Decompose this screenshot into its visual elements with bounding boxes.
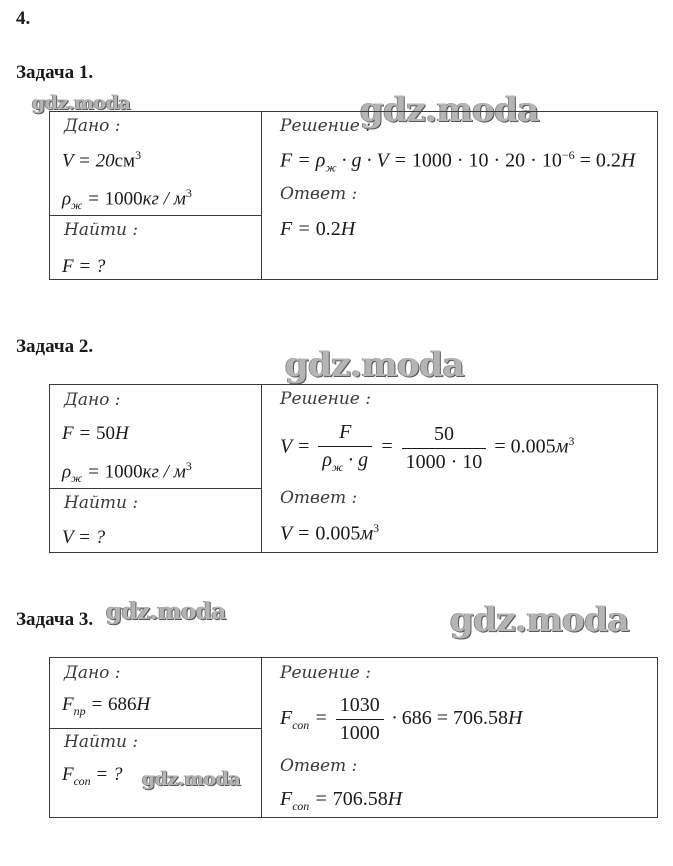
solution-label: Решение :: [280, 663, 372, 683]
task3-table: [49, 657, 658, 818]
given-volume: $V = 20см^3$: [62, 148, 142, 172]
watermark-logo: gdz.moda: [450, 600, 630, 640]
solution-label: Решение :: [280, 116, 372, 136]
find-value: F = ?: [62, 256, 106, 277]
answer-value: $F_{соп} = 706.58H$: [280, 788, 403, 813]
table-divider: [261, 658, 262, 817]
page-number: 4.: [16, 8, 31, 29]
watermark-logo: gdz.moda: [32, 92, 131, 114]
find-label: Найти :: [64, 732, 139, 752]
given-force: F = 50H: [62, 423, 129, 444]
task2-heading: Задача 2.: [16, 336, 94, 357]
task3-heading: Задача 3.: [16, 609, 94, 630]
answer-value: F = 0.2H: [280, 218, 356, 240]
given-label: Дано :: [64, 390, 121, 410]
given-force: $F_{пр} = 686H$: [62, 694, 151, 718]
find-label: Найти :: [64, 493, 139, 513]
answer-label: Ответ :: [280, 488, 358, 508]
find-value: $F_{соп}$ = ?: [62, 764, 123, 788]
find-label: Найти :: [64, 220, 139, 240]
table-divider: [261, 385, 262, 552]
given-label: Дано :: [64, 663, 121, 683]
watermark-logo: gdz.moda: [285, 345, 465, 385]
table-divider: [261, 112, 262, 279]
solution-formula: $F = \rho_ж \cdot g \cdot V = 1000 \cdot 10 \cdot 20 \cdot 10^{-6} = 0.2H$: [280, 148, 636, 175]
answer-value: $V = 0.005м^3$: [280, 521, 380, 545]
task1-table: [49, 111, 658, 280]
watermark-logo: gdz.moda: [106, 598, 226, 625]
given-density: $\rho_ж = 1000кг / м^3$: [62, 186, 192, 213]
table-divider: [50, 215, 261, 216]
table-divider: [50, 488, 261, 489]
table-divider: [50, 728, 261, 729]
find-value: V = ?: [62, 527, 106, 548]
answer-label: Ответ :: [280, 184, 358, 204]
task2-table: [49, 384, 658, 553]
solution-label: Решение :: [280, 389, 372, 409]
task1-heading: Задача 1.: [16, 62, 94, 83]
watermark-logo: gdz.moda: [360, 90, 540, 130]
solution-formula: V = $\frac{F}{\rho_ж \cdot g}$ = $\frac{50}{1000 \cdot 10}$ = $0.005м^3$: [280, 421, 575, 474]
given-label: Дано :: [64, 116, 121, 136]
watermark-logo: gdz.moda: [142, 768, 241, 790]
answer-label: Ответ :: [280, 756, 358, 776]
solution-formula: $F_{соп}$ = $\frac{1030}{1000}$ · 686 = 706.58H: [280, 694, 523, 744]
given-density: $\rho_ж = 1000кг / м^3$: [62, 459, 192, 486]
